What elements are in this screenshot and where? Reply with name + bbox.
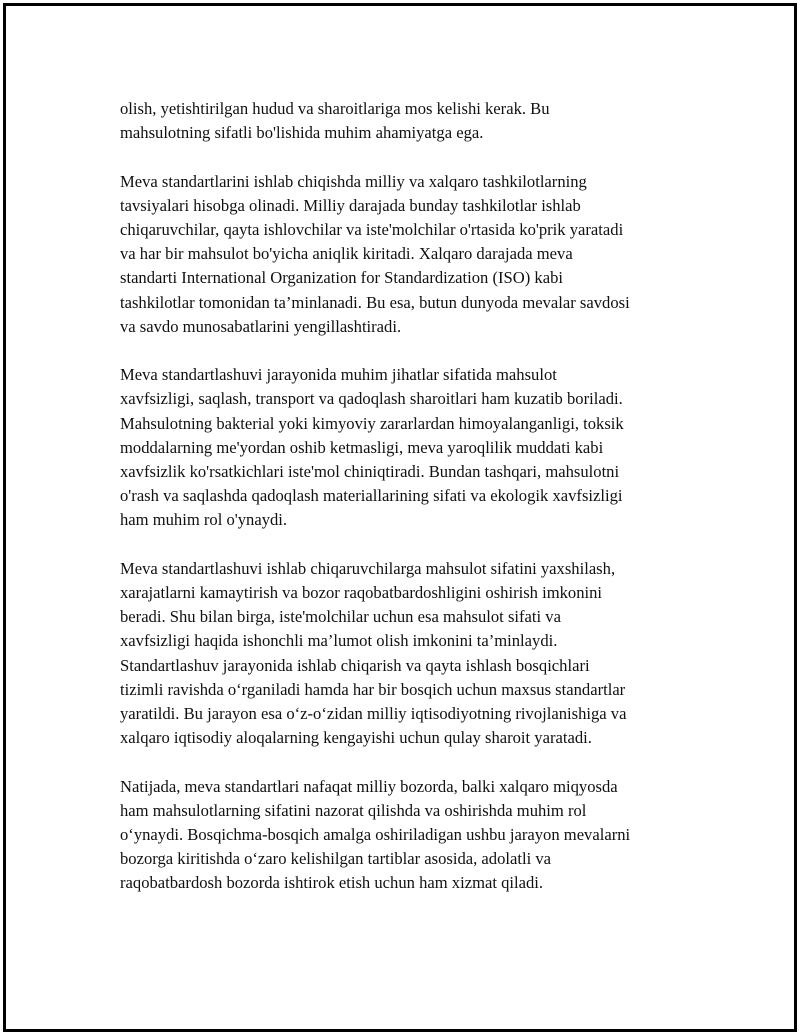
- text-line: va har bir mahsulot bo'yicha aniqlik kiritadi. Xalqaro darajada meva: [120, 244, 573, 264]
- text-line: Meva standartlashuvi jarayonida muhim jihatlar sifatida mahsulot: [120, 365, 557, 385]
- text-line: chiqaruvchilar, qayta ishlovchilar va iste'molchilar o'rtasida ko'prik yaratadi: [120, 220, 624, 239]
- text-line: olish, yetishtirilgan hudud va sharoitlariga mos kelishi kerak. Bu: [120, 99, 550, 118]
- document-body: [120, 97, 700, 920]
- text-line: o‘ynaydi. Bosqichma-bosqich amalga oshiriladigan ushbu jarayon mevalarni: [120, 825, 631, 845]
- text-line: raqobatbardosh bozorda ishtirok etish uchun ham xizmat qiladi.: [120, 873, 544, 893]
- text-line: xavfsizlik ko'rsatkichlari iste'mol chiniqtiradi. Bundan tashqari, mahsulotni: [120, 462, 620, 482]
- text-line: Standartlashuv jarayonida ishlab chiqarish va qayta ishlash bosqichlari: [120, 655, 590, 675]
- paragraph-5: [120, 775, 700, 896]
- text-line: bozorga kiritishda o‘zaro kelishilgan tartiblar asosida, adolatli va: [120, 849, 551, 869]
- text-line: tizimli ravishda o‘rganiladi hamda har bir bosqich uchun maxsus standartlar: [120, 679, 626, 699]
- text-line: o'rash va saqlashda qadoqlash materiallarining sifati va ekologik xavfsizligi: [120, 486, 623, 506]
- text-line: beradi. Shu bilan birga, iste'molchilar uchun esa mahsulot sifati va: [120, 607, 561, 627]
- text-line: Natijada, meva standartlari nafaqat milliy bozorda, balki xalqaro miqyosda: [120, 776, 618, 796]
- document-page: [3, 3, 797, 1032]
- text-line: xarajatlarni kamaytirish va bozor raqobatbardoshligini oshirish imkonini: [120, 583, 603, 603]
- paragraph-1: [120, 97, 700, 145]
- text-line: ham muhim rol o'ynaydi.: [120, 510, 288, 530]
- paragraph-4: [120, 557, 700, 751]
- text-line: moddalarning me'yordan oshib ketmasligi, meva yaroqlilik muddati kabi: [120, 437, 604, 457]
- text-line: xalqaro iqtisodiy aloqalarning kengayishi uchun qulay sharoit yaratadi.: [120, 728, 592, 748]
- text-line: Meva standartlarini ishlab chiqishda milliy va xalqaro tashkilotlarning: [120, 171, 587, 191]
- text-line: Meva standartlashuvi ishlab chiqaruvchilarga mahsulot sifatini yaxshilash,: [120, 558, 616, 578]
- text-line: tavsiyalari hisobga olinadi. Milliy darajada bunday tashkilotlar ishlab: [120, 195, 581, 215]
- text-line: Mahsulotning bakterial yoki kimyoviy zararlardan himoyalanganligi, toksik: [120, 413, 624, 433]
- text-line: va savdo munosabatlarini yengillashtiradi.: [120, 316, 402, 336]
- text-line: tashkilotlar tomonidan ta’minlanadi. Bu esa, butun dunyoda mevalar savdosi: [120, 292, 630, 312]
- text-line: yaratildi. Bu jarayon esa o‘z-o‘zidan milliy iqtisodiyotning rivojlanishiga va: [120, 704, 627, 724]
- text-line: xavfsizligi, saqlash, transport va qadoqlash sharoitlari ham kuzatib boriladi.: [120, 389, 623, 409]
- paragraph-2: [120, 170, 700, 339]
- text-line: ham mahsulotlarning sifatini nazorat qilishda va oshirishda muhim rol: [120, 800, 587, 820]
- text-line: xavfsizligi haqida ishonchli ma’lumot olish imkonini ta’minlaydi.: [120, 631, 558, 651]
- text-line: standarti International Organization for Standardization (ISO) kabi: [120, 268, 563, 288]
- paragraph-3: [120, 363, 700, 532]
- text-line: mahsulotning sifatli bo'lishida muhim ahamiyatga ega.: [120, 123, 484, 143]
